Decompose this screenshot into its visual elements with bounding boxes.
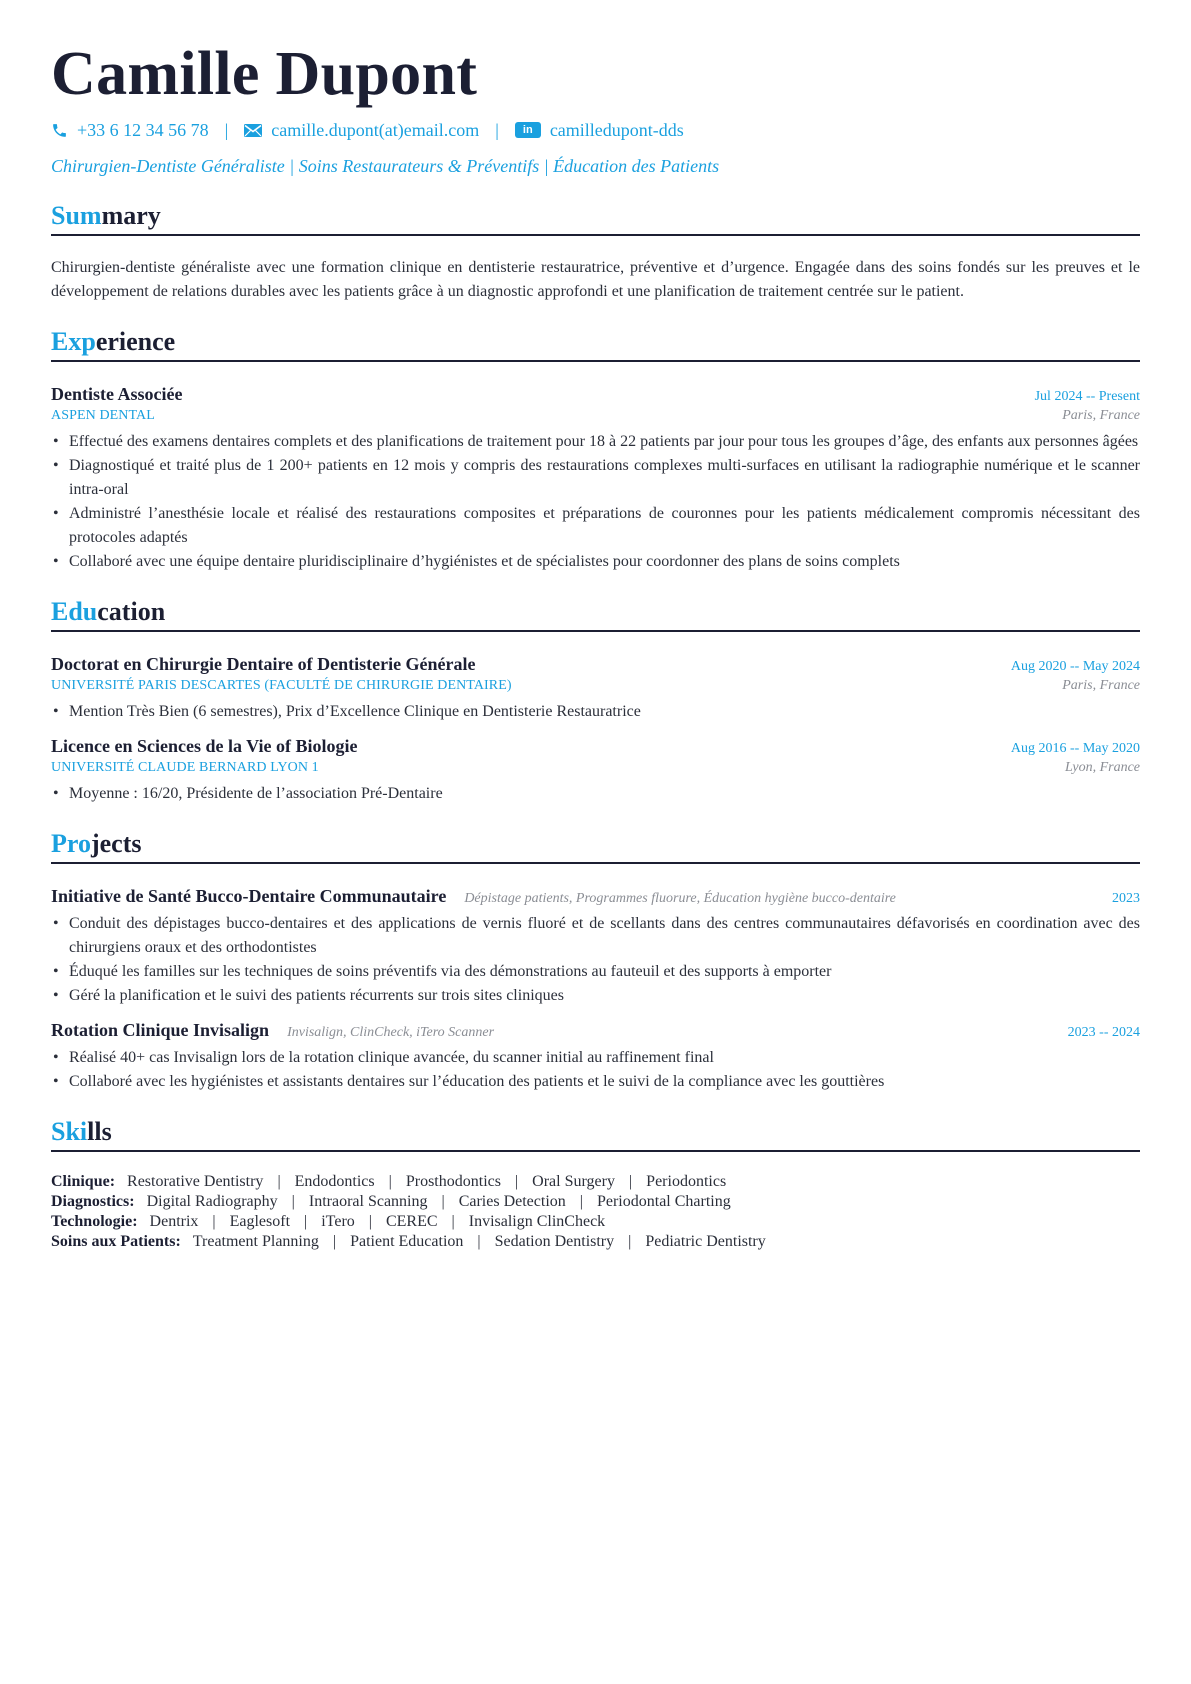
- linkedin-handle: camilledupont-dds: [549, 119, 684, 140]
- skill-separator: |: [304, 1213, 308, 1230]
- institution-location: Paris, France: [1062, 678, 1140, 693]
- email-address: camille.dupont(at)email.com: [271, 119, 480, 140]
- projects-section: [51, 828, 1140, 1094]
- skill-category: Soins aux Patients:: [51, 1233, 181, 1250]
- bullet-item: • Éduqué les familles sur les techniques de soins préventifs via des démonstrations au fauteuil et des supports à emporter: [51, 960, 1140, 984]
- skill-item: Oral Surgery: [532, 1173, 615, 1190]
- skill-separator: |: [628, 1233, 632, 1250]
- skill-row: [51, 1212, 1140, 1232]
- degree-bullets: [51, 782, 1140, 806]
- phone-contact[interactable]: [51, 120, 209, 141]
- institution-location: Lyon, France: [1064, 760, 1140, 775]
- email-contact[interactable]: [244, 120, 479, 141]
- skill-item: iTero: [321, 1213, 355, 1230]
- experience-entry: [51, 382, 1140, 574]
- job-title: Dentiste Associée: [51, 384, 183, 404]
- skill-item: Endodontics: [294, 1173, 375, 1190]
- skill-item: Dentrix: [149, 1213, 199, 1230]
- linkedin-contact[interactable]: [515, 120, 684, 141]
- project-title: Rotation Clinique Invisalign: [51, 1020, 270, 1040]
- project-title: Initiative de Santé Bucco-Dentaire Communautaire: [51, 886, 447, 906]
- bullet-item: • Moyenne : 16/20, Présidente de l’association Pré-Dentaire: [51, 782, 1140, 806]
- skill-item: Intraoral Scanning: [308, 1193, 428, 1210]
- bullet-item: • Géré la planification et le suivi des patients récurrents sur trois sites cliniques: [51, 984, 1140, 1008]
- project-date: 2023 -- 2024: [1067, 1025, 1140, 1040]
- skill-item: Patient Education: [350, 1233, 464, 1250]
- phone-icon: [51, 122, 68, 139]
- skill-separator: |: [368, 1213, 372, 1230]
- bullet-item: • Diagnostiqué et traité plus de 1 200+ patients en 12 mois y compris des restaurations complexes multi-surfaces en utilisant la radiographie numérique et le scanner intra-oral: [51, 454, 1140, 502]
- job-bullets: [51, 430, 1140, 574]
- summary-section: [51, 200, 1140, 304]
- skill-separator: |: [628, 1173, 633, 1190]
- education-entry: [51, 734, 1140, 806]
- skill-separator: |: [579, 1193, 583, 1210]
- project-bullets: [51, 1046, 1140, 1094]
- employer: ASPEN DENTAL: [51, 408, 155, 423]
- skill-separator: |: [441, 1193, 445, 1210]
- degree-dates: Aug 2016 -- May 2020: [1010, 741, 1140, 756]
- section-title-skills: Skills: [51, 1116, 1140, 1152]
- skill-item: Restorative Dentistry: [127, 1173, 264, 1190]
- skill-row: [51, 1172, 1140, 1192]
- skill-item: Sedation Dentistry: [494, 1233, 615, 1250]
- summary-text: Chirurgien-dentiste généraliste avec une formation clinique en dentisterie restauratrice, préventive et d’urgence. Engagée dans des soins fondés sur les preuves et le développement de relations durables avec les patients grâce à un diagnostic approfondi et une planification de traitement centrée sur le patient.: [51, 259, 1140, 300]
- project-entry: [51, 1018, 1140, 1094]
- phone-number: +33 6 12 34 56 78: [77, 119, 209, 140]
- contact-separator: |: [224, 119, 229, 140]
- skill-row: [51, 1192, 1140, 1212]
- degree-title: Doctorat en Chirurgie Dentaire of Dentisterie Générale: [51, 654, 476, 674]
- skills-section: [51, 1116, 1140, 1252]
- skill-category: Diagnostics:: [51, 1193, 135, 1210]
- institution: UNIVERSITÉ CLAUDE BERNARD LYON 1: [51, 760, 319, 775]
- skill-separator: |: [277, 1173, 281, 1190]
- skill-item: Pediatric Dentistry: [645, 1233, 766, 1250]
- contact-bar: [51, 116, 1140, 144]
- section-title-summary: Summary: [51, 200, 1140, 236]
- section-title-projects: Projects: [51, 828, 1140, 864]
- contact-separator: |: [495, 119, 499, 140]
- degree-bullets: [51, 700, 1140, 724]
- degree-dates: Aug 2020 -- May 2024: [1010, 659, 1140, 674]
- email-icon: [244, 124, 262, 137]
- skill-category: Clinique:: [51, 1173, 116, 1190]
- section-title-experience: Experience: [51, 326, 1140, 362]
- education-section: [51, 596, 1140, 806]
- first-name: Camille: [51, 40, 260, 108]
- skill-item: Treatment Planning: [192, 1233, 319, 1250]
- candidate-name: [51, 38, 1140, 110]
- bullet-item: • Réalisé 40+ cas Invisalign lors de la rotation clinique avancée, du scanner initial au raffinement final: [51, 1046, 1140, 1070]
- skill-row: [51, 1232, 1140, 1252]
- project-date: 2023: [1112, 891, 1140, 906]
- professional-tagline: Chirurgien-Dentiste Généraliste | Soins Restaurateurs & Préventifs | Éducation des Patients: [51, 156, 720, 176]
- last-name: Dupont: [275, 40, 478, 108]
- skill-item: Eaglesoft: [229, 1213, 291, 1230]
- bullet-item: • Effectué des examens dentaires complets et des planifications de traitement pour 18 à 22 patients par jour pour tous les groupes d’âge, des enfants aux personnes âgées: [51, 430, 1140, 454]
- job-location: Paris, France: [1062, 408, 1140, 423]
- skill-item: Periodontal Charting: [596, 1193, 731, 1210]
- skill-separator: |: [332, 1233, 337, 1250]
- education-entry: [51, 652, 1140, 724]
- skill-item: Digital Radiography: [146, 1193, 278, 1210]
- experience-section: [51, 326, 1140, 574]
- skill-separator: |: [291, 1193, 295, 1210]
- skill-item: Periodontics: [646, 1173, 727, 1190]
- skill-separator: |: [451, 1213, 455, 1230]
- bullet-item: • Mention Très Bien (6 semestres), Prix d’Excellence Clinique en Dentisterie Restauratrice: [51, 700, 1140, 724]
- project-tech: Invisalign, ClinCheck, iTero Scanner: [287, 1025, 495, 1040]
- project-entry: [51, 884, 1140, 1008]
- skills-list: [51, 1172, 1140, 1252]
- skill-separator: |: [388, 1173, 392, 1190]
- section-title-education: Education: [51, 596, 1140, 632]
- bullet-item: • Administré l’anesthésie locale et réalisé des restaurations composites et préparations de couronnes pour les patients médicalement compromis nécessitant des protocoles adaptés: [51, 502, 1140, 550]
- bullet-item: • Collaboré avec une équipe dentaire pluridisciplinaire d’hygiénistes et de spécialistes pour coordonner des plans de soins complets: [51, 550, 1140, 574]
- skill-separator: |: [514, 1173, 519, 1190]
- skill-category: Technologie:: [51, 1213, 138, 1230]
- skill-item: Prosthodontics: [405, 1173, 501, 1190]
- project-bullets: [51, 912, 1140, 1008]
- bullet-item: • Collaboré avec les hygiénistes et assistants dentaires sur l’éducation des patients et le suivi de la compliance avec les gouttières: [51, 1070, 1140, 1094]
- institution: UNIVERSITÉ PARIS DESCARTES (FACULTÉ DE CHIRURGIE DENTAIRE): [51, 678, 512, 693]
- skill-item: Caries Detection: [458, 1193, 566, 1210]
- skill-item: CEREC: [385, 1213, 438, 1230]
- linkedin-icon: in: [515, 122, 541, 138]
- project-tech: Dépistage patients, Programmes fluorure, Éducation hygiène bucco-dentaire: [464, 891, 896, 906]
- degree-title: Licence en Sciences de la Vie of Biologie: [51, 736, 358, 756]
- skill-item: Invisalign ClinCheck: [468, 1213, 606, 1230]
- job-dates: Jul 2024 -- Present: [1034, 389, 1140, 404]
- skill-separator: |: [477, 1233, 481, 1250]
- skill-separator: |: [212, 1213, 216, 1230]
- bullet-item: • Conduit des dépistages bucco-dentaires et des applications de vernis fluoré et de scellants dans des centres communautaires défavorisés en coordination avec des chirurgiens oraux et des orthodontistes: [51, 912, 1140, 960]
